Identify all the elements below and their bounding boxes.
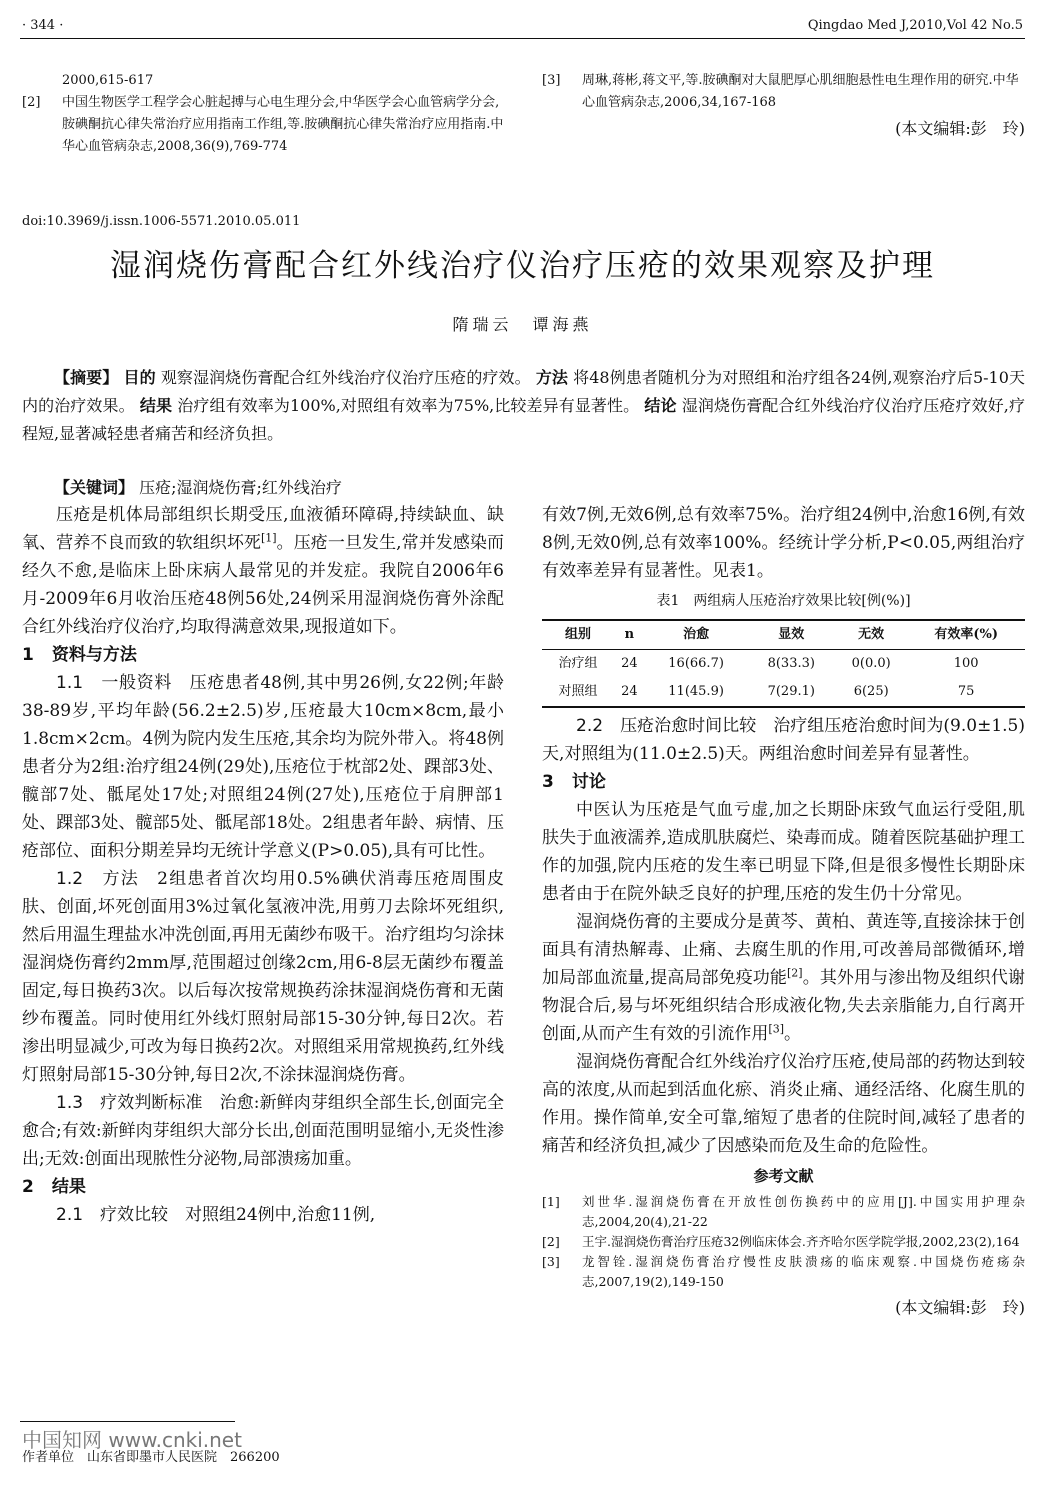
prev-refs-left — [22, 70, 504, 158]
prev-ref-cont — [22, 70, 504, 92]
table-row — [542, 650, 1025, 679]
table-header: n — [614, 620, 645, 650]
reference-item — [542, 1252, 1025, 1292]
table-header: 有效率(%) — [907, 620, 1025, 650]
right-column — [542, 501, 1025, 1322]
table-cell: 16(66.7) — [668, 656, 724, 671]
discussion-p2: 湿润烧伤膏的主要成分是黄芩、黄柏、黄连等,直接涂抹于创面具有清热解毒、止痛、去腐生肌的作用,可改善局部微循环,增加局部血流量,提高局部免疫功能[2]。其外用与渗出物及组织代谢物混合后,易与坏死组织结合形成液化物,失去亲脂能力,自行离开创面,从而产生有效的引流作用[3]。 — [542, 912, 1026, 1044]
section-2-1-cont: 有效7例,无效6例,总有效率75%。治疗组24例中,治愈16例,有效8例,无效0例,总有效率100%。经统计学分析,P<0.05,两组治疗有效率差异有显著性。见表1。 — [542, 505, 1025, 581]
ref-number: [2] — [22, 95, 41, 110]
section-2-1: 2.1 疗效比较 对照组24例中,治愈11例, — [56, 1205, 376, 1225]
results-table — [542, 619, 1025, 708]
table-header-row — [542, 620, 1025, 650]
ref-text: 王宇.湿润烧伤膏治疗压疮32例临床体会.齐齐哈尔医学院学报,2002,23(2),164 — [582, 1234, 1020, 1249]
editor-note: (本文编辑:彭 玲) — [895, 1298, 1025, 1317]
keywords-text: 压疮;湿润烧伤膏;红外线治疗 — [139, 478, 342, 497]
table-row — [542, 678, 1025, 707]
subsection-label: 1.3 疗效判断标准 — [56, 1093, 203, 1113]
table-cell: 7(29.1) — [748, 678, 836, 707]
ref-text: 中国生物医学工程学会心脏起搏与心电生理分会,中华医学会心血管病学分会,胺碘酮抗心律失常治疗应用指南工作组,等.胺碘酮抗心律失常治疗应用指南.中华心血管病杂志,2008,36(9),769-774 — [62, 95, 504, 154]
table-cell: 0(0.0) — [851, 656, 891, 671]
citation: [3] — [768, 1022, 784, 1036]
subsection-label: 1.1 一般资料 — [56, 673, 172, 693]
table-cell: 治疗组 — [558, 656, 598, 671]
table-cell: 24 — [614, 678, 645, 707]
table-header: 组别 — [542, 620, 614, 650]
table-cell: 100 — [953, 656, 979, 671]
section-1-2: 1.2 方法 2组患者首次均用0.5%碘伏消毒压疮周围皮肤、创面,坏死创面用3%过氧化氢液冲洗,用剪刀去除坏死组织,然后用温生理盐水冲洗创面,再用无菌纱布吸干。治疗组均匀涂抹湿润烧伤膏约2mm厚,范围超过创缘2cm,用6-8层无菌纱布覆盖固定,每日换药3次。以后每次按常规换药涂抹湿润烧伤膏和无菌纱布覆盖。同时使用红外线灯照射局部15-30分钟,每日2次。若渗出明显减少,可改为每日换药2次。对照组采用常规换药,红外线灯照射局部15-30分钟,每日2次,不涂抹湿润烧伤膏。 — [22, 869, 504, 1085]
table-header: 无效 — [835, 620, 907, 650]
table-caption: 表1 两组病人压疮治疗效果比较[例(%)] — [656, 593, 911, 609]
header-divider — [20, 38, 1025, 39]
discussion-p1: 中医认为压疮是气血亏虚,加之长期卧床致气血运行受阻,肌肤失于血液濡养,造成肌肤腐烂、染毒而成。随着医院基础护理工作的加强,院内压疮的发生率已明显下降,但是很多慢性长期卧床患者由于在院外缺乏良好的护理,压疮的发生仍十分常见。 — [542, 800, 1025, 904]
doi: doi:10.3969/j.issn.1006-5571.2010.05.011 — [22, 214, 301, 229]
conclusion-text: 湿润烧伤膏配合红外线治疗仪治疗压疮疗效好,疗程短,显著减轻患者痛苦和经济负担。 — [22, 396, 1025, 443]
table-cell: 8(33.3) — [767, 656, 815, 671]
result-label: 结果 — [139, 396, 173, 415]
objective-label: 目的 — [123, 368, 156, 387]
objective-text: 观察湿润烧伤膏配合红外线治疗仪治疗压疮的疗效。 — [160, 368, 531, 387]
abstract-label: 【摘要】 — [54, 368, 119, 387]
table-cell: 75 — [907, 678, 1025, 707]
ref-number: [2] — [542, 1234, 560, 1249]
keywords-label: 【关键词】 — [54, 478, 135, 497]
subsection-label: 2.1 疗效比较 — [56, 1205, 169, 1225]
page-number: · 344 · — [22, 18, 64, 33]
ref-text: 刘世华.湿润烧伤膏在开放性创伤换药中的应用[J].中国实用护理杂志,2004,20(4),21-22 — [582, 1194, 1025, 1229]
method-text: 将48例患者随机分为对照组和治疗组各24例,观察治疗后5-10天内的治疗效果。 — [22, 368, 1025, 415]
result-text: 治疗组有效率为100%,对照组有效率为75%,比较差异有显著性。 — [177, 396, 640, 415]
conclusion-label: 结论 — [644, 396, 677, 415]
section-1-3: 1.3 疗效判断标准 治愈:新鲜肉芽组织全部生长,创面完全愈合;有效:新鲜肉芽组织大部分长出,创面范围明显缩小,无炎性渗出;无效:创面出现脓性分泌物,局部溃疡加重。 — [22, 1093, 504, 1169]
footnote-divider — [20, 1421, 235, 1422]
citation: [1] — [261, 531, 277, 545]
section-1-1: 1.1 一般资料 压疮患者48例,其中男26例,女22例;年龄38-89岁,平均年龄(56.2±2.5)岁,压疮最大10cm×8cm,最小1.8cm×2cm。4例为院内发生压疮,其余均为院外带入。将48例患者分为2组:治疗组24例(29处),压疮位于枕部2处、踝部3处、髋部7处、骶尾处17处;对照组24例(27处),压疮位于肩胛部1处、踝部3处、髋部5处、骶尾部18处。2组患者年龄、病情、压疮部位、面积分期差异均无统计学意义(P>0.05),具有可比性。 — [22, 673, 504, 861]
journal-info: Qingdao Med J,2010,Vol 42 No.5 — [807, 18, 1023, 33]
references-list — [542, 1192, 1025, 1292]
method-label: 方法 — [535, 368, 568, 387]
reference-item — [542, 1232, 1025, 1252]
prev-editor-note: (本文编辑:彭 玲) — [895, 119, 1025, 138]
intro-paragraph: 压疮是机体局部组织长期受压,血液循环障碍,持续缺血、缺氧、营养不良而致的软组织坏死[1]。压疮一旦发生,常并发感染而经久不愈,是临床上卧床病人最常见的并发症。我院自2006年6月-2009年6月收治压疮48例56处,24例采用湿润烧伤膏外涂配合红外线治疗仪治疗,均取得满意效果,现报道如下。 — [22, 505, 504, 637]
citation: [2] — [787, 966, 803, 980]
cnki-watermark: 中国知网 www.cnki.net — [22, 1428, 242, 1452]
prev-ref-cont-text: 2000,615-617 — [62, 73, 154, 88]
subsection-label: 2.2 压疮治愈时间比较 — [576, 716, 757, 736]
table-cell: 对照组 — [542, 678, 614, 707]
table-cell: 6(25) — [835, 678, 907, 707]
prev-ref-2 — [22, 92, 504, 158]
subsection-label: 1.2 方法 — [56, 869, 139, 889]
left-column — [22, 501, 504, 1229]
authors: 隋瑞云 谭海燕 — [452, 315, 593, 334]
prev-ref-3 — [542, 70, 1025, 114]
author-affiliation: 作者单位 山东省即墨市人民医院 266200 — [22, 1450, 280, 1465]
table-cell: 24 — [621, 656, 638, 671]
table-cell: 11(45.9) — [645, 678, 748, 707]
ref-number: [1] — [542, 1194, 560, 1209]
references-heading: 参考文献 — [753, 1167, 814, 1185]
table-header: 治愈 — [645, 620, 748, 650]
discussion-p3: 湿润烧伤膏配合红外线治疗仪治疗压疮,使局部的药物达到较高的浓度,从而起到活血化瘀、消炎止痛、通经活络、化腐生肌的作用。操作简单,安全可靠,缩短了患者的住院时间,减轻了患者的痛苦和经济负担,减少了因感染而危及生命的危险性。 — [542, 1052, 1025, 1156]
section-2-heading: 2 结果 — [22, 1177, 86, 1197]
table-header: 显效 — [748, 620, 836, 650]
prev-refs-right — [542, 70, 1025, 140]
section-1-heading: 1 资料与方法 — [22, 645, 137, 665]
article-title: 湿润烧伤膏配合红外线治疗仪治疗压疮的效果观察及护理 — [110, 248, 935, 284]
section-2-2: 2.2 压疮治愈时间比较 治疗组压疮治愈时间为(9.0±1.5)天,对照组为(11.0±2.5)天。两组治愈时间差异有显著性。 — [542, 716, 1026, 764]
section-3-heading: 3 讨论 — [542, 772, 606, 792]
ref-text: 周琳,蒋彬,蒋文平,等.胺碘酮对大鼠肥厚心肌细胞悬性电生理作用的研究.中华心血管病杂志,2006,34,167-168 — [582, 73, 1019, 110]
ref-number: [3] — [542, 1254, 560, 1269]
ref-number: [3] — [542, 73, 561, 88]
ref-text: 龙智铨.湿润烧伤膏治疗慢性皮肤溃疡的临床观察.中国烧伤疮疡杂志,2007,19(2),149-150 — [582, 1254, 1025, 1289]
keywords — [22, 475, 342, 498]
abstract — [22, 364, 1025, 448]
reference-item — [542, 1192, 1025, 1232]
